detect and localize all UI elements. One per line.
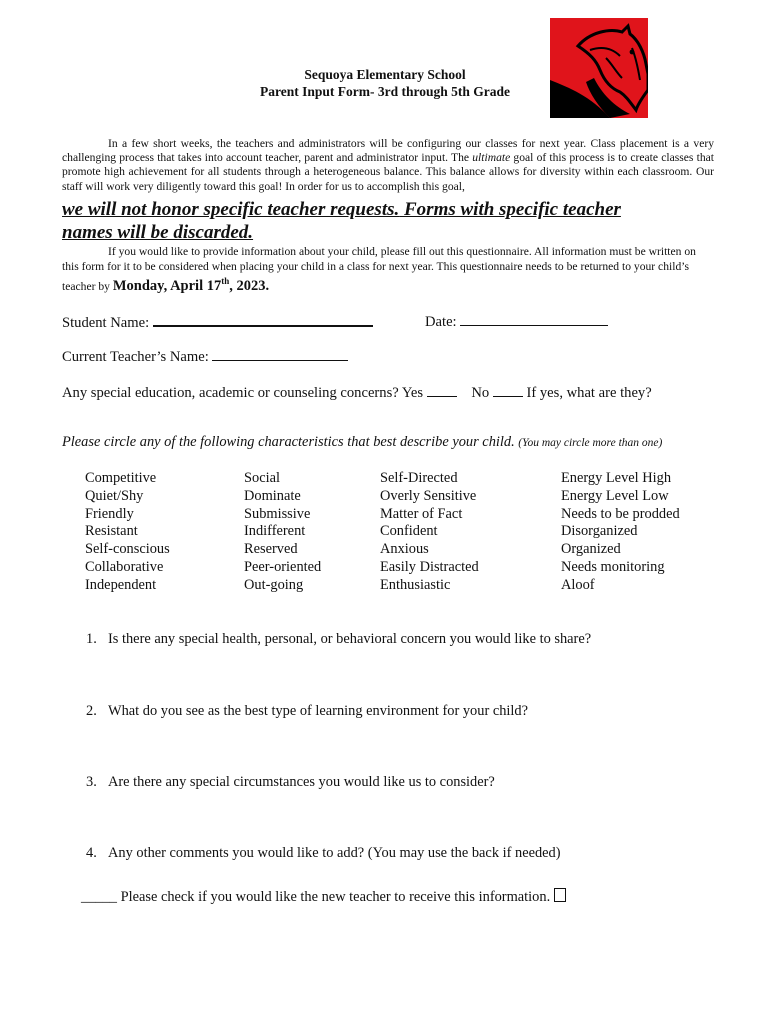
- characteristic-item[interactable]: Social: [244, 470, 280, 486]
- teacher-label: Current Teacher’s Name:: [62, 349, 209, 365]
- warning-no-requests: we will not honor specific teacher requests. Forms with specific teacher: [62, 199, 621, 220]
- characteristic-item[interactable]: Needs to be prodded: [561, 505, 680, 522]
- school-name: Sequoya Elementary School: [304, 67, 466, 82]
- if-yes-label: If yes, what are they?: [526, 385, 652, 401]
- characteristic-item[interactable]: Overly Sensitive: [380, 487, 477, 504]
- question-1: 1. Is there any special health, personal, or behavioral concern you would like to share?: [86, 631, 592, 647]
- characteristic-item[interactable]: Self-conscious: [85, 541, 170, 558]
- yes-field[interactable]: [427, 382, 457, 397]
- question-3: 3. Are there any special circumstances you would like us to consider?: [86, 774, 495, 790]
- instructions-paragraph: If you would like to provide information about your child, please fill out this questionnaire. All information must be written on this form for it to be considered when placing your child in a class for next year. This questionnaire needs to be returned to your child’s teacher by Monday, April 17th, 2023.: [62, 245, 696, 294]
- characteristic-item[interactable]: Out-going: [244, 576, 304, 593]
- student-name-field[interactable]: [153, 311, 373, 327]
- yes-label: Yes: [401, 385, 424, 401]
- characteristic-item[interactable]: Matter of Fact: [380, 505, 463, 522]
- characteristic-item[interactable]: Enthusiastic: [380, 576, 451, 593]
- characteristic-item[interactable]: Reserved: [244, 541, 298, 558]
- question-2: 2. What do you see as the best type of learning environment for your child?: [86, 703, 528, 719]
- characteristics-column-3: [380, 470, 479, 595]
- warning-discarded: names will be discarded.: [62, 222, 254, 243]
- form-title: Parent Input Form- 3rd through 5th Grade: [259, 84, 510, 99]
- characteristic-item[interactable]: Organized: [561, 541, 621, 558]
- characteristics-prompt: Please circle any of the following characteristics that best describe your child. (You may circle more than one): [62, 434, 663, 450]
- no-field[interactable]: [493, 382, 523, 397]
- date-label: Date:: [425, 314, 457, 330]
- characteristic-item[interactable]: Energy Level High: [561, 470, 672, 486]
- characteristic-item[interactable]: Needs monitoring: [561, 558, 665, 575]
- characteristic-item[interactable]: Friendly: [85, 505, 134, 522]
- date-field[interactable]: [460, 311, 608, 326]
- student-name-row: [62, 311, 373, 332]
- characteristics-column-1: [85, 470, 170, 595]
- special-ed-label: Any special education, academic or counseling concerns?: [62, 385, 399, 401]
- question-4: 4. Any other comments you would like to add? (You may use the back if needed): [86, 845, 561, 861]
- characteristics-column-2: [244, 470, 321, 595]
- characteristic-item[interactable]: Aloof: [561, 576, 595, 593]
- share-info-checkbox[interactable]: [554, 888, 566, 902]
- characteristic-item[interactable]: Energy Level Low: [561, 487, 669, 504]
- characteristic-item[interactable]: Anxious: [380, 541, 429, 558]
- share-info-label: Please check if you would like the new teacher to receive this information.: [120, 889, 551, 905]
- characteristic-item[interactable]: Resistant: [85, 523, 138, 540]
- characteristic-item[interactable]: Peer-oriented: [244, 558, 322, 575]
- characteristics-column-4: [561, 470, 680, 595]
- characteristic-item[interactable]: Dominate: [244, 487, 301, 504]
- characteristic-item[interactable]: Disorganized: [561, 523, 638, 540]
- special-ed-row: [62, 382, 652, 402]
- characteristic-item[interactable]: Confident: [380, 523, 438, 540]
- student-name-label: Student Name:: [62, 315, 150, 331]
- teacher-field[interactable]: [212, 346, 348, 361]
- share-info-row: [81, 888, 566, 906]
- share-info-blank[interactable]: _____: [81, 889, 117, 905]
- characteristic-item[interactable]: Quiet/Shy: [85, 487, 144, 504]
- characteristic-item[interactable]: Indifferent: [244, 523, 306, 540]
- characteristic-item[interactable]: Easily Distracted: [380, 558, 479, 575]
- intro-paragraph: In a few short weeks, the teachers and administrators will be configuring our classes for next year. Class placement is a very challenging process that takes into account teacher, parent and administrator input. The ultimate goal of this process is to create classes that promote high achievement for all students through a heterogeneous balance. This balance allows for diversity within each classroom. Our staff will work very diligently toward this goal! In order for us to accomplish this goal,: [62, 137, 714, 193]
- characteristic-item[interactable]: Self-Directed: [380, 470, 458, 486]
- characteristic-item[interactable]: Submissive: [244, 505, 311, 522]
- no-label: No: [471, 385, 490, 401]
- characteristic-item[interactable]: Independent: [85, 576, 157, 593]
- characteristic-item[interactable]: Competitive: [85, 470, 157, 486]
- characteristic-item[interactable]: Collaborative: [85, 558, 164, 575]
- deadline: Monday, April 17th, 2023.: [112, 276, 270, 294]
- date-row: [425, 311, 608, 331]
- teacher-row: [62, 346, 348, 366]
